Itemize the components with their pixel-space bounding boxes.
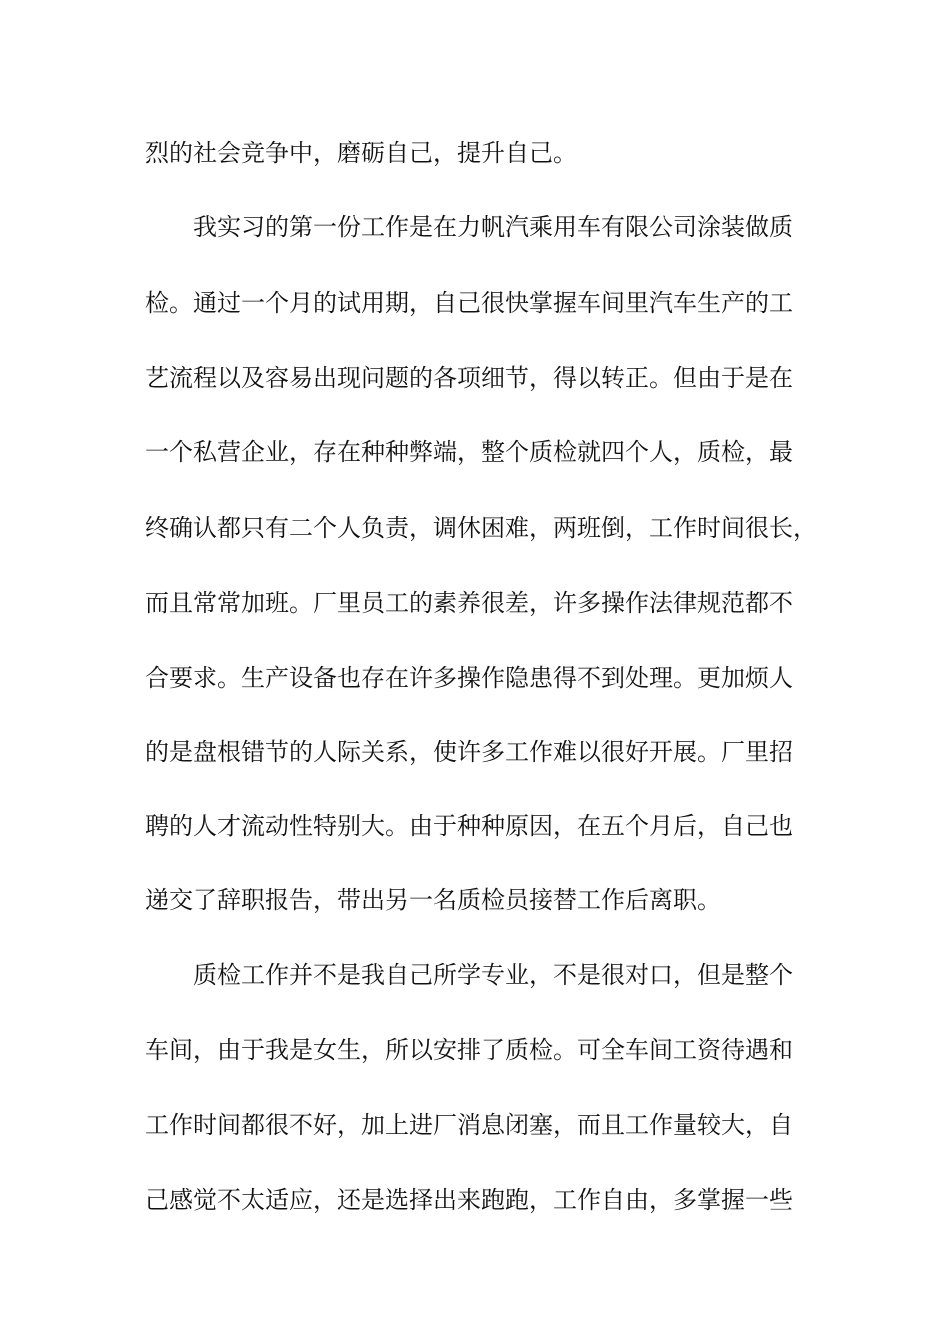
text-line: 车间，由于我是女生，所以安排了质检。可全车间工资待遇和 bbox=[145, 1036, 793, 1064]
text-line: 的是盘根错节的人际关系，使许多工作难以很好开展。厂里招 bbox=[145, 738, 793, 766]
text-line: 一个私营企业，存在种种弊端，整个质检就四个人，质检，最 bbox=[145, 438, 793, 466]
text-line: 艺流程以及容易出现问题的各项细节，得以转正。但由于是在 bbox=[145, 364, 793, 392]
text-line: 递交了辞职报告，带出另一名质检员接替工作后离职。 bbox=[145, 886, 721, 914]
text-line: 己感觉不太适应，还是选择出来跑跑，工作自由，多掌握一些 bbox=[145, 1186, 793, 1214]
text-line: 终确认都只有二个人负责，调休困难，两班倒，工作时间很长， bbox=[145, 514, 817, 542]
text-line: 而且常常加班。厂里员工的素养很差，许多操作法律规范都不 bbox=[145, 589, 793, 617]
text-line: 检。通过一个月的试用期，自己很快掌握车间里汽车生产的工 bbox=[145, 289, 793, 317]
text-line: 工作时间都很不好，加上进厂消息闭塞，而且工作量较大，自 bbox=[145, 1111, 793, 1139]
paragraph-first-line: 我实习的第一份工作是在力帆汽乘用车有限公司涂装做质 bbox=[193, 213, 793, 241]
text-line: 烈的社会竞争中，磨砺自己，提升自己。 bbox=[145, 139, 577, 167]
text-line: 合要求。生产设备也存在许多操作隐患得不到处理。更加烦人 bbox=[145, 664, 793, 692]
text-line: 聘的人才流动性特别大。由于种种原因，在五个月后，自己也 bbox=[145, 812, 793, 840]
paragraph-first-line: 质检工作并不是我自己所学专业，不是很对口，但是整个 bbox=[193, 961, 793, 989]
